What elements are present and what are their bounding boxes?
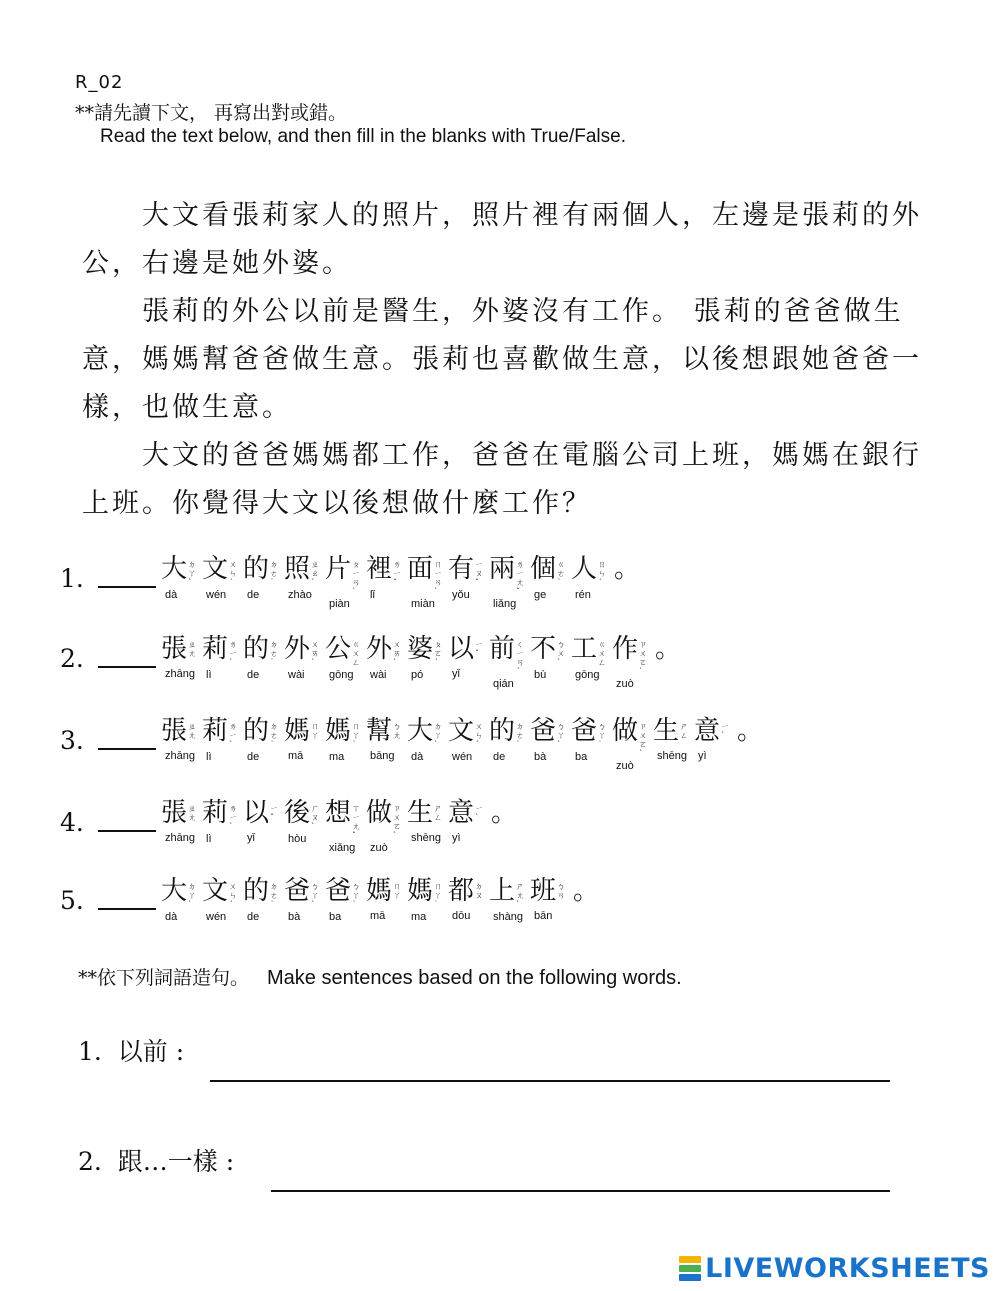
annotated-character bbox=[202, 874, 243, 923]
question-number: 4. bbox=[60, 808, 84, 837]
hanzi: 意 bbox=[448, 798, 475, 828]
section-2-instruction-english: Make sentences based on the following words. bbox=[267, 967, 682, 989]
pinyin: xiǎng bbox=[329, 842, 356, 854]
annotated-character bbox=[612, 714, 653, 772]
annotated-character bbox=[366, 632, 407, 690]
pinyin: bān bbox=[534, 910, 553, 922]
annotated-character bbox=[284, 632, 325, 690]
hanzi: 外 bbox=[366, 634, 393, 664]
pinyin: zhāng bbox=[165, 832, 195, 844]
hanzi: 幫 bbox=[366, 716, 393, 746]
sentence-answer-line[interactable] bbox=[210, 1080, 890, 1082]
annotated-character bbox=[325, 632, 366, 690]
pinyin: dà bbox=[165, 911, 178, 923]
pinyin: de bbox=[247, 669, 260, 681]
annotated-character bbox=[325, 714, 366, 772]
answer-blank[interactable] bbox=[98, 908, 156, 910]
pinyin: lì bbox=[206, 751, 212, 763]
section-2-instruction bbox=[78, 963, 682, 990]
annotated-character bbox=[243, 552, 284, 610]
bopomofo: ㄉㄚˋ bbox=[188, 882, 197, 909]
sentence-end-mark: 。 bbox=[655, 634, 682, 664]
pinyin: bāng bbox=[370, 750, 395, 762]
pinyin: mā bbox=[288, 750, 304, 762]
passage-paragraph-1: 大文看張莉家人的照片，照片裡有兩個人，左邊是張莉的外公，右邊是她外婆。 bbox=[82, 200, 922, 279]
bopomofo: ㄉㄜ˙ bbox=[270, 722, 279, 749]
answer-blank[interactable] bbox=[98, 666, 156, 668]
hanzi: 有 bbox=[448, 554, 475, 584]
question-number: 3. bbox=[60, 726, 84, 755]
pinyin: shēng bbox=[657, 750, 687, 762]
bopomofo: ㄧˋ bbox=[721, 722, 730, 740]
annotated-character bbox=[530, 714, 571, 772]
hanzi: 作 bbox=[612, 634, 639, 664]
annotated-character bbox=[161, 874, 202, 923]
sentence-end-mark: 。 bbox=[573, 876, 600, 906]
passage-paragraph-3: 大文的爸爸媽媽都工作，爸爸在電腦公司上班，媽媽在銀行上班。你覺得大文以後想做什麼工作？ bbox=[82, 440, 922, 519]
hanzi: 大 bbox=[161, 876, 188, 906]
hanzi: 外 bbox=[284, 634, 311, 664]
hanzi: 爸 bbox=[325, 876, 352, 906]
bopomofo: ㄧˇ bbox=[475, 640, 484, 658]
hanzi: 兩 bbox=[489, 554, 516, 584]
annotated-character bbox=[448, 796, 489, 854]
answer-blank[interactable] bbox=[98, 748, 156, 750]
hanzi: 想 bbox=[325, 798, 352, 828]
bopomofo: ㄍㄨㄥ bbox=[352, 640, 361, 667]
logo-bar bbox=[679, 1274, 701, 1281]
pinyin: zuò bbox=[370, 842, 388, 854]
hanzi: 爸 bbox=[284, 876, 311, 906]
annotated-character bbox=[448, 714, 489, 772]
pinyin: wén bbox=[206, 911, 227, 923]
question-sentence bbox=[161, 632, 681, 690]
annotated-character bbox=[325, 552, 366, 610]
bopomofo: ㄑㄧㄢˊ bbox=[516, 640, 525, 676]
pinyin: mā bbox=[370, 910, 386, 922]
make-sentence-label: 1. 以前 : bbox=[78, 1037, 185, 1066]
annotated-character bbox=[202, 714, 243, 772]
pinyin: gōng bbox=[575, 669, 600, 681]
hanzi: 的 bbox=[243, 876, 270, 906]
annotated-character bbox=[325, 874, 366, 923]
annotated-character bbox=[243, 874, 284, 923]
hanzi: 個 bbox=[530, 554, 557, 584]
bopomofo: ㄉㄜ˙ bbox=[270, 560, 279, 587]
hanzi: 的 bbox=[489, 716, 516, 746]
annotated-character bbox=[161, 552, 202, 610]
question-number: 5. bbox=[60, 886, 84, 915]
bopomofo: ㄅㄢ bbox=[557, 882, 566, 900]
question-number: 1. bbox=[60, 564, 84, 593]
pinyin: dà bbox=[165, 589, 178, 601]
bopomofo: ㄅㄚ˙ bbox=[352, 882, 361, 909]
annotated-character bbox=[407, 552, 448, 610]
bopomofo: ㄅㄨˋ bbox=[557, 640, 566, 667]
annotated-character bbox=[489, 714, 530, 772]
question-2 bbox=[60, 632, 960, 702]
pinyin: piàn bbox=[329, 598, 350, 610]
hanzi: 公 bbox=[325, 634, 352, 664]
pinyin: de bbox=[493, 751, 506, 763]
bopomofo: ㄓㄤ bbox=[188, 640, 197, 658]
section-2-instruction-chinese: **依下列詞語造句。 bbox=[78, 967, 250, 989]
bopomofo: ㄆㄧㄢˋ bbox=[352, 560, 361, 596]
annotated-character bbox=[161, 632, 202, 690]
bopomofo: ㄌㄧˇ bbox=[393, 560, 402, 587]
annotated-character bbox=[571, 714, 612, 772]
bopomofo: ㄇㄧㄢˋ bbox=[434, 560, 443, 596]
pinyin: wén bbox=[452, 751, 473, 763]
hanzi: 莉 bbox=[202, 716, 229, 746]
annotated-character bbox=[489, 874, 530, 923]
hanzi: 前 bbox=[489, 634, 516, 664]
bopomofo: ㄆㄛˊ bbox=[434, 640, 443, 667]
annotated-character bbox=[284, 796, 325, 854]
pinyin: zuò bbox=[616, 760, 634, 772]
bopomofo: ㄧㄡˇ bbox=[475, 560, 484, 587]
hanzi: 張 bbox=[161, 634, 188, 664]
bopomofo: ㄗㄨㄛˋ bbox=[393, 804, 402, 840]
pinyin: zuò bbox=[616, 678, 634, 690]
bopomofo: ㄌㄧˋ bbox=[229, 640, 238, 667]
pinyin: miàn bbox=[411, 598, 435, 610]
hanzi: 意 bbox=[694, 716, 721, 746]
bopomofo: ㄌㄧㄤˇ bbox=[516, 560, 525, 596]
bopomofo: ㄌㄧˋ bbox=[229, 804, 238, 831]
hanzi: 工 bbox=[571, 634, 598, 664]
answer-blank[interactable] bbox=[98, 830, 156, 832]
bopomofo: ㄨㄞˋ bbox=[393, 640, 402, 667]
bopomofo: ㄇㄚ˙ bbox=[434, 882, 443, 909]
hanzi: 媽 bbox=[284, 716, 311, 746]
worksheet-code: R_02 bbox=[75, 72, 124, 93]
annotated-character bbox=[571, 552, 612, 610]
liveworksheets-logo-icon bbox=[679, 1255, 701, 1282]
annotated-character bbox=[202, 552, 243, 610]
pinyin: rén bbox=[575, 589, 591, 601]
annotated-character bbox=[653, 714, 694, 772]
bopomofo: ㄏㄡˋ bbox=[311, 804, 320, 831]
pinyin: ge bbox=[534, 589, 547, 601]
pinyin: shàng bbox=[493, 911, 523, 923]
hanzi: 婆 bbox=[407, 634, 434, 664]
pinyin: wén bbox=[206, 589, 227, 601]
annotated-character bbox=[161, 796, 202, 854]
pinyin: yì bbox=[698, 750, 707, 762]
annotated-character bbox=[407, 796, 448, 854]
hanzi: 人 bbox=[571, 554, 598, 584]
hanzi: 莉 bbox=[202, 798, 229, 828]
hanzi: 後 bbox=[284, 798, 311, 828]
question-sentence bbox=[161, 874, 599, 923]
bopomofo: ㄍㄜ˙ bbox=[557, 560, 566, 587]
hanzi: 莉 bbox=[202, 634, 229, 664]
annotated-character bbox=[448, 874, 489, 923]
bopomofo: ㄅㄤ bbox=[393, 722, 402, 740]
pinyin: de bbox=[247, 911, 260, 923]
bopomofo: ㄨㄣˊ bbox=[229, 882, 238, 909]
question-5 bbox=[60, 874, 960, 944]
annotated-character bbox=[161, 714, 202, 772]
annotated-character bbox=[366, 552, 407, 610]
pinyin: ma bbox=[329, 751, 345, 763]
pinyin: ma bbox=[411, 911, 427, 923]
bopomofo: ㄗㄨㄛˋ bbox=[639, 722, 648, 758]
pinyin: pó bbox=[411, 669, 424, 681]
pinyin: lì bbox=[206, 669, 212, 681]
bopomofo: ㄌㄧˋ bbox=[229, 722, 238, 749]
pinyin: yǒu bbox=[452, 589, 470, 601]
pinyin: wài bbox=[370, 669, 387, 681]
hanzi: 生 bbox=[407, 798, 434, 828]
pinyin: wài bbox=[288, 669, 305, 681]
question-sentence bbox=[161, 796, 517, 854]
hanzi: 媽 bbox=[325, 716, 352, 746]
hanzi: 文 bbox=[202, 876, 229, 906]
pinyin: dà bbox=[411, 751, 424, 763]
bopomofo: ㄕㄤˋ bbox=[516, 882, 525, 909]
hanzi: 以 bbox=[448, 634, 475, 664]
hanzi: 的 bbox=[243, 716, 270, 746]
question-sentence bbox=[161, 714, 763, 772]
annotated-character bbox=[366, 796, 407, 854]
annotated-character bbox=[489, 552, 530, 610]
bopomofo: ㄗㄨㄛˋ bbox=[639, 640, 648, 676]
bopomofo: ㄓㄤ bbox=[188, 804, 197, 822]
annotated-character bbox=[530, 552, 571, 610]
pinyin: ba bbox=[329, 911, 342, 923]
annotated-character bbox=[243, 632, 284, 690]
logo-bar bbox=[679, 1265, 701, 1272]
hanzi: 爸 bbox=[530, 716, 557, 746]
question-3 bbox=[60, 714, 960, 784]
pinyin: yǐ bbox=[247, 832, 255, 844]
annotated-character bbox=[489, 632, 530, 690]
pinyin: de bbox=[247, 589, 260, 601]
annotated-character bbox=[284, 874, 325, 923]
sentence-answer-line[interactable] bbox=[271, 1190, 890, 1192]
bopomofo: ㄨㄣˊ bbox=[229, 560, 238, 587]
pinyin: bù bbox=[534, 669, 547, 681]
annotated-character bbox=[448, 552, 489, 610]
bopomofo: ㄍㄨㄥ bbox=[598, 640, 607, 667]
pinyin: qián bbox=[493, 678, 514, 690]
hanzi: 做 bbox=[612, 716, 639, 746]
bopomofo: ㄇㄚ˙ bbox=[352, 722, 361, 749]
pinyin: de bbox=[247, 751, 260, 763]
hanzi: 都 bbox=[448, 876, 475, 906]
annotated-character bbox=[243, 796, 284, 854]
answer-blank[interactable] bbox=[98, 586, 156, 588]
bopomofo: ㄉㄜ˙ bbox=[270, 640, 279, 667]
bopomofo: ㄒㄧㄤˇ bbox=[352, 804, 361, 840]
logo-bar bbox=[679, 1256, 701, 1263]
hanzi: 大 bbox=[407, 716, 434, 746]
annotated-character bbox=[407, 874, 448, 923]
pinyin: yǐ bbox=[452, 668, 460, 680]
hanzi: 爸 bbox=[571, 716, 598, 746]
bopomofo: ㄨㄣˊ bbox=[475, 722, 484, 749]
annotated-character bbox=[366, 874, 407, 923]
annotated-character bbox=[366, 714, 407, 772]
hanzi: 裡 bbox=[366, 554, 393, 584]
bopomofo: ㄓㄠˋ bbox=[311, 560, 320, 587]
question-sentence bbox=[161, 552, 640, 610]
annotated-character bbox=[284, 714, 325, 772]
annotated-character bbox=[571, 632, 612, 690]
pinyin: gōng bbox=[329, 669, 354, 681]
make-sentence-item bbox=[78, 1032, 898, 1082]
pinyin: dōu bbox=[452, 910, 471, 922]
bopomofo: ㄕㄥ bbox=[434, 804, 443, 822]
instruction-chinese: **請先讀下文， 再寫出對或錯。 bbox=[75, 102, 348, 124]
bopomofo: ㄉㄜ˙ bbox=[270, 882, 279, 909]
hanzi: 片 bbox=[325, 554, 352, 584]
liveworksheets-brand bbox=[679, 1253, 990, 1284]
annotated-character bbox=[202, 796, 243, 854]
sentence-end-mark: 。 bbox=[737, 716, 764, 746]
bopomofo: ㄉㄜ˙ bbox=[516, 722, 525, 749]
pinyin: shēng bbox=[411, 832, 441, 844]
hanzi: 媽 bbox=[407, 876, 434, 906]
bopomofo: ㄧˋ bbox=[475, 804, 484, 822]
hanzi: 的 bbox=[243, 634, 270, 664]
annotated-character bbox=[202, 632, 243, 690]
pinyin: zhào bbox=[288, 589, 312, 601]
hanzi: 媽 bbox=[366, 876, 393, 906]
pinyin: bà bbox=[288, 911, 301, 923]
question-number: 2. bbox=[60, 644, 84, 673]
bopomofo: ㄉㄡ bbox=[475, 882, 484, 900]
bopomofo: ㄓㄤ bbox=[188, 722, 197, 740]
annotated-character bbox=[243, 714, 284, 772]
instruction-english: Read the text below, and then fill in the blanks with True/False. bbox=[100, 126, 626, 147]
bopomofo: ㄉㄚˋ bbox=[188, 560, 197, 587]
bopomofo: ㄅㄚ˙ bbox=[598, 722, 607, 749]
pinyin: yì bbox=[452, 832, 461, 844]
sentence-end-mark: 。 bbox=[614, 554, 641, 584]
annotated-character bbox=[407, 632, 448, 690]
hanzi: 班 bbox=[530, 876, 557, 906]
pinyin: liǎng bbox=[493, 598, 517, 610]
hanzi: 上 bbox=[489, 876, 516, 906]
hanzi: 照 bbox=[284, 554, 311, 584]
bopomofo: ㄅㄚˋ bbox=[311, 882, 320, 909]
bopomofo: ㄕㄥ bbox=[680, 722, 689, 740]
pinyin: lì bbox=[206, 833, 212, 845]
hanzi: 不 bbox=[530, 634, 557, 664]
pinyin: lǐ bbox=[370, 589, 375, 601]
bopomofo: ㄉㄚˋ bbox=[434, 722, 443, 749]
annotated-character bbox=[694, 714, 735, 772]
pinyin: ba bbox=[575, 751, 588, 763]
hanzi: 做 bbox=[366, 798, 393, 828]
hanzi: 以 bbox=[243, 798, 270, 828]
hanzi: 文 bbox=[202, 554, 229, 584]
make-sentence-label: 2. 跟…一樣 : bbox=[78, 1147, 235, 1176]
pinyin: zhāng bbox=[165, 750, 195, 762]
question-4 bbox=[60, 796, 960, 866]
sentence-end-mark: 。 bbox=[491, 798, 518, 828]
hanzi: 大 bbox=[161, 554, 188, 584]
bopomofo: ㄇㄚ bbox=[393, 882, 402, 900]
pinyin: hòu bbox=[288, 833, 307, 845]
annotated-character bbox=[325, 796, 366, 854]
question-1 bbox=[60, 552, 960, 622]
passage-paragraph-2: 張莉的外公以前是醫生，外婆沒有工作。 張莉的爸爸做生意，媽媽幫爸爸做生意。張莉也喜歡做生意，以後想跟她爸爸一樣，也做生意。 bbox=[82, 296, 922, 423]
bopomofo: ㄨㄞˋ bbox=[311, 640, 320, 667]
hanzi: 張 bbox=[161, 716, 188, 746]
pinyin: bà bbox=[534, 751, 547, 763]
hanzi: 張 bbox=[161, 798, 188, 828]
annotated-character bbox=[448, 632, 489, 690]
annotated-character bbox=[407, 714, 448, 772]
bopomofo: ㄅㄚˋ bbox=[557, 722, 566, 749]
bopomofo: ㄧˇ bbox=[270, 804, 279, 822]
annotated-character bbox=[284, 552, 325, 610]
brand-name: LIVEWORKSHEETS bbox=[705, 1253, 990, 1284]
hanzi: 面 bbox=[407, 554, 434, 584]
hanzi: 的 bbox=[243, 554, 270, 584]
annotated-character bbox=[530, 874, 571, 923]
bopomofo: ㄖㄣˊ bbox=[598, 560, 607, 587]
hanzi: 生 bbox=[653, 716, 680, 746]
bopomofo: ㄇㄚ bbox=[311, 722, 320, 740]
make-sentence-item bbox=[78, 1142, 898, 1192]
pinyin: zhāng bbox=[165, 668, 195, 680]
annotated-character bbox=[530, 632, 571, 690]
annotated-character bbox=[612, 632, 653, 690]
hanzi: 文 bbox=[448, 716, 475, 746]
